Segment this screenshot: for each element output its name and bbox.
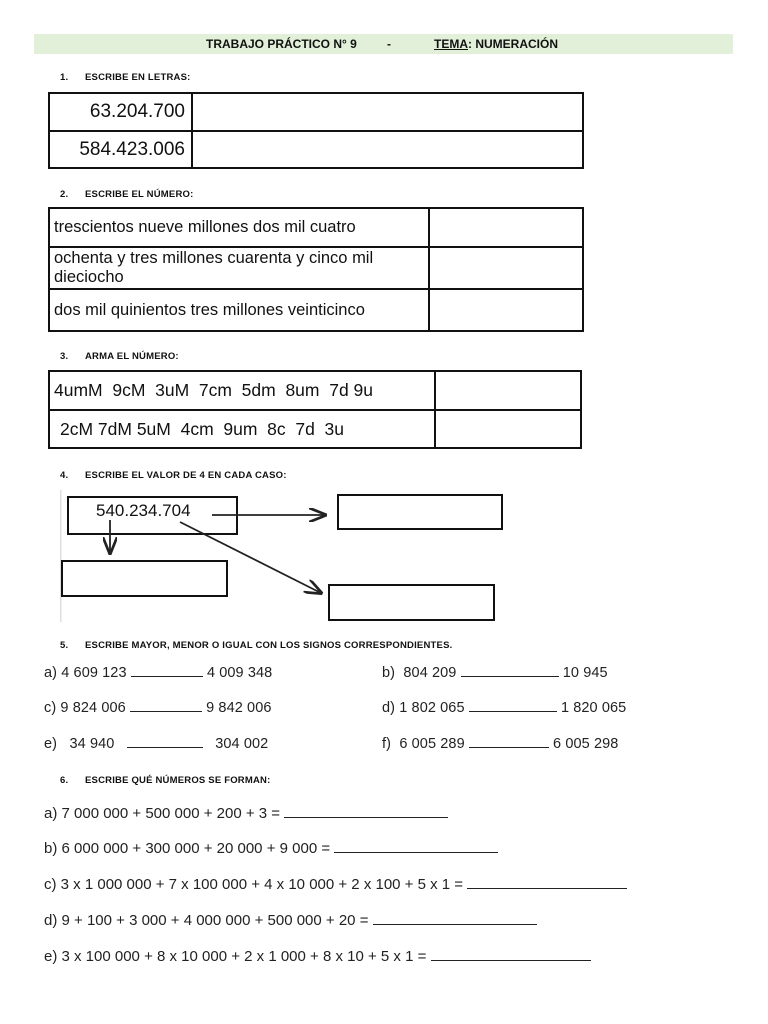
words-cell: trescientos nueve millones dos mil cuatro [49, 208, 429, 247]
right-number: 6 005 298 [553, 736, 619, 752]
units-cell: 4umM 9cM 3uM 7cm 5dm 8um 7d 9u [49, 371, 435, 410]
answer-blank[interactable] [127, 735, 203, 748]
compare-item [382, 664, 608, 681]
answer-blank[interactable] [469, 699, 557, 712]
equation-item [44, 948, 591, 965]
left-number: 34 940 [69, 736, 115, 752]
equation-text: c) 3 x 1 000 000 + 7 x 100 000 + 4 x 10 000 + 2 x 100 + 5 x 1 = [44, 876, 464, 893]
header-tema-label: TEMA [434, 37, 468, 51]
section-6-heading [60, 775, 270, 786]
section-1-title: ESCRIBE EN LETRAS: [85, 72, 191, 83]
answer-box-right[interactable] [338, 495, 502, 529]
equation-text: a) 7 000 000 + 500 000 + 200 + 3 = [44, 805, 281, 822]
left-number: 9 824 006 [60, 700, 126, 716]
answer-blank[interactable] [284, 805, 448, 818]
section-5-title: ESCRIBE MAYOR, MENOR O IGUAL CON LOS SIGNOS CORRESPONDIENTES. [85, 640, 453, 651]
compare-item [44, 735, 268, 752]
right-number: 9 842 006 [206, 700, 272, 716]
left-number: 6 005 289 [399, 736, 465, 752]
answer-blank[interactable] [461, 664, 559, 677]
section-6-number: 6. [60, 775, 69, 786]
equation-item [44, 912, 537, 929]
item-label: c) [44, 700, 57, 716]
item-label: e) [44, 736, 58, 752]
answer-blank[interactable] [131, 664, 203, 677]
answer-blank[interactable] [431, 948, 591, 961]
equation-text: d) 9 + 100 + 3 000 + 4 000 000 + 500 000 + 20 = [44, 912, 369, 929]
section-6-title: ESCRIBE QUÉ NÚMEROS SE FORMAN: [85, 775, 271, 786]
header-tema-value: : NUMERACIÓN [468, 37, 558, 51]
section-2-title: ESCRIBE EL NÚMERO: [85, 189, 194, 200]
section-4-number: 4. [60, 470, 69, 481]
answer-blank[interactable] [469, 735, 549, 748]
section-5-heading [60, 640, 452, 651]
header-title: TRABAJO PRÁCTICO N° 9 [206, 37, 357, 51]
left-number: 804 209 [403, 665, 457, 681]
equation-item [44, 840, 498, 857]
equation-text: e) 3 x 100 000 + 8 x 10 000 + 2 x 1 000 + 8 x 10 + 5 x 1 = [44, 948, 427, 965]
section-5-number: 5. [60, 640, 69, 651]
arrow-diagonal [180, 522, 321, 593]
section-3-number: 3. [60, 351, 69, 362]
right-number: 4 009 348 [206, 665, 273, 681]
equation-text: b) 6 000 000 + 300 000 + 20 000 + 9 000 = [44, 840, 331, 857]
left-number: 4 609 123 [61, 665, 127, 681]
equation-item [44, 876, 627, 893]
section-3-title: ARMA EL NÚMERO: [85, 351, 179, 362]
item-label: f) [382, 736, 392, 752]
right-number: 10 945 [562, 665, 608, 681]
number-cell: 584.423.006 [49, 131, 192, 168]
answer-blank[interactable] [373, 912, 537, 925]
number-cell: 63.204.700 [49, 93, 192, 131]
units-cell: 2cM 7dM 5uM 4cm 9um 8c 7d 3u [49, 410, 435, 448]
diagram-left-edge [60, 490, 62, 622]
answer-box-left[interactable] [62, 561, 227, 596]
answer-box-bottom[interactable] [329, 585, 494, 620]
words-cell: dos mil quinientos tres millones veinticinco [49, 289, 429, 331]
item-label: b) [382, 665, 396, 681]
section-1-number: 1. [60, 72, 69, 83]
number-text: 540.234.704 [96, 501, 191, 520]
compare-item [44, 699, 272, 716]
item-label: d) [382, 700, 396, 716]
answer-blank[interactable] [334, 840, 498, 853]
header-dash: - [387, 37, 391, 51]
section-4-title: ESCRIBE EL VALOR DE 4 EN CADA CASO: [85, 470, 287, 481]
right-number: 304 002 [215, 736, 269, 752]
item-label: a) [44, 665, 58, 681]
compare-item [382, 699, 626, 716]
section-2-number: 2. [60, 189, 69, 200]
left-number: 1 802 065 [399, 700, 465, 716]
answer-blank[interactable] [130, 699, 202, 712]
words-cell: ochenta y tres millones cuarenta y cinco mil dieciocho [49, 247, 429, 289]
equation-item [44, 805, 448, 822]
answer-blank[interactable] [467, 876, 627, 889]
compare-item [44, 664, 272, 681]
compare-item [382, 735, 618, 752]
right-number: 1 820 065 [560, 700, 627, 716]
